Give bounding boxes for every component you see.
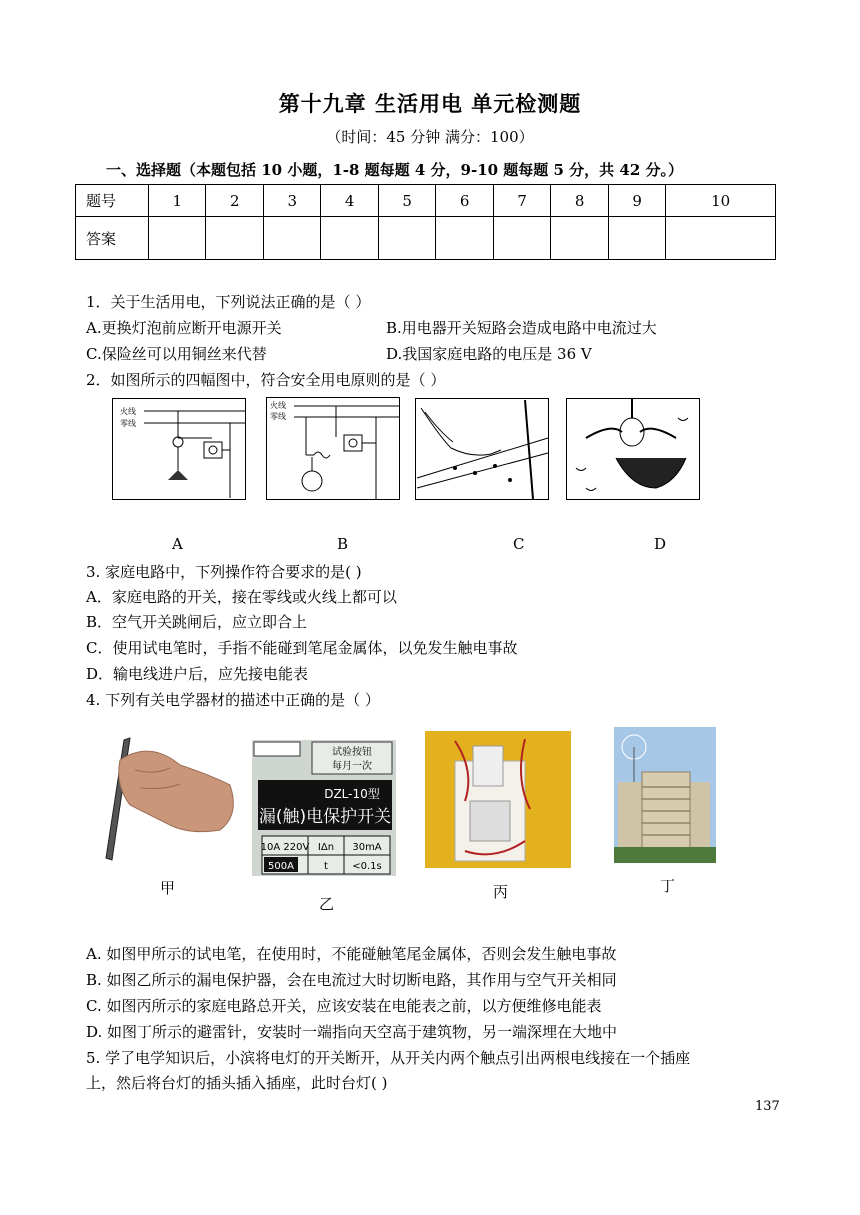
answer-cell[interactable] [608,217,665,260]
page-title: 第十九章 生活用电 单元检测题 [278,91,582,116]
q5-line-2: 上，然后将台灯的插头插入插座，此时台灯( ) [86,1074,388,1092]
device-spec-time-symbol: t [324,861,328,872]
page-subtitle: （时间：45 分钟 满分：100） [326,128,534,146]
live-wire-label: 火线 [120,407,136,416]
device-spec-current-symbol: IΔn [317,842,335,853]
col-number: 7 [493,185,550,217]
q3-stem: 3. 家庭电路中，下列操作符合要求的是( ) [86,563,362,581]
q1-stem: 1．关于生活用电，下列说法正确的是（ ） [86,293,371,311]
neutral-wire-label: 零线 [120,419,136,428]
q4-label-jia: 甲 [160,879,176,897]
page-number: 137 [755,1099,780,1114]
q4-option-d: D. 如图丁所示的避雷针，安装时一端指向天空高于建筑物，另一端深埋在大地中 [86,1023,618,1041]
answer-cell[interactable] [263,217,320,260]
device-spec-time: <0.1s [352,861,382,872]
section-title: 一、选择题 [106,161,182,179]
row-label-number: 题号 [76,185,149,217]
circuit-figure-b [266,397,400,500]
row-label-answer: 答案 [76,217,149,260]
answer-cell[interactable] [378,217,435,260]
col-number: 3 [263,185,320,217]
col-number: 2 [206,185,263,217]
answer-cell[interactable] [493,217,550,260]
q4-label-yi: 乙 [319,895,335,913]
answer-cell[interactable] [666,217,776,260]
q1-option-b: B.用电器开关短路会造成电路中电流过大 [386,319,657,337]
q4-label-bing: 丙 [493,883,509,901]
leakage-protector-photo [252,740,396,876]
q2-label-b: B [337,535,349,553]
col-number: 9 [608,185,665,217]
col-number: 4 [321,185,378,217]
test-pen-photo [100,730,240,864]
q2-label-d: D [654,535,667,553]
q2-stem: 2．如图所示的四幅图中，符合安全用电原则的是（ ） [86,371,446,389]
device-model-text: DZL-10型 [324,787,380,801]
answer-table [75,184,776,260]
main-switch-photo [425,731,571,868]
bulb-figure-d [566,398,700,500]
q4-option-c: C. 如图丙所示的家庭电路总开关，应该安装在电能表之前，以方便维修电能表 [86,997,602,1015]
device-spec-rating: 10A 220V [260,842,310,853]
neutral-wire-label: 零线 [270,412,286,421]
wet-hand-figure-c [415,398,549,500]
live-wire-label: 火线 [270,401,286,410]
q2-label-c: C [513,535,525,553]
q1-option-c: C.保险丝可以用铜丝来代替 [86,345,267,363]
q4-option-a: A. 如图甲所示的试电笔，在使用时，不能碰触笔尾金属体，否则会发生触电事故 [86,945,617,963]
device-spec-leakage: 30mA [352,842,382,853]
col-number: 10 [666,185,776,217]
answer-cell[interactable] [436,217,493,260]
q3-option-b: B．空气开关跳闸后，应立即合上 [86,613,308,631]
col-number: 5 [378,185,435,217]
q1-option-d: D.我国家庭电路的电压是 36 V [386,345,592,363]
col-number: 8 [551,185,608,217]
answer-cell[interactable] [149,217,206,260]
q3-option-a: A．家庭电路的开关，接在零线或火线上都可以 [86,588,397,606]
q2-label-a: A [172,535,183,553]
col-number: 1 [149,185,206,217]
answer-cell[interactable] [206,217,263,260]
q3-option-c: C．使用试电笔时，手指不能碰到笔尾金属体，以免发生触电事故 [86,639,518,657]
answer-cell[interactable] [551,217,608,260]
device-test-button-text: 试验按钮 [332,747,372,758]
q4-label-ding: 丁 [660,877,676,895]
q4-option-b: B. 如图乙所示的漏电保护器，会在电流过大时切断电路，其作用与空气开关相同 [86,971,617,989]
lightning-rod-photo [614,727,716,863]
device-monthly-text: 每月一次 [332,761,372,772]
section-heading [106,159,683,180]
q5-line-1: 5. 学了电学知识后，小滨将电灯的开关断开，从开关内两个触点引出两根电线接在一个插座 [86,1049,691,1067]
q4-stem: 4. 下列有关电学器材的描述中正确的是（ ） [86,691,380,709]
circuit-figure-a [112,398,246,500]
device-spec-breaking: 500A [268,861,294,872]
section-note: （本题包括 10 小题，1-8 题每题 4 分，9-10 题每题 5 分，共 42 分。） [181,161,683,179]
q1-option-a: A.更换灯泡前应断开电源开关 [86,319,282,337]
device-name-text: 漏(触)电保护开关 [258,807,392,827]
q3-option-d: D．输电线进户后，应先接电能表 [86,665,309,683]
col-number: 6 [436,185,493,217]
answer-cell[interactable] [321,217,378,260]
